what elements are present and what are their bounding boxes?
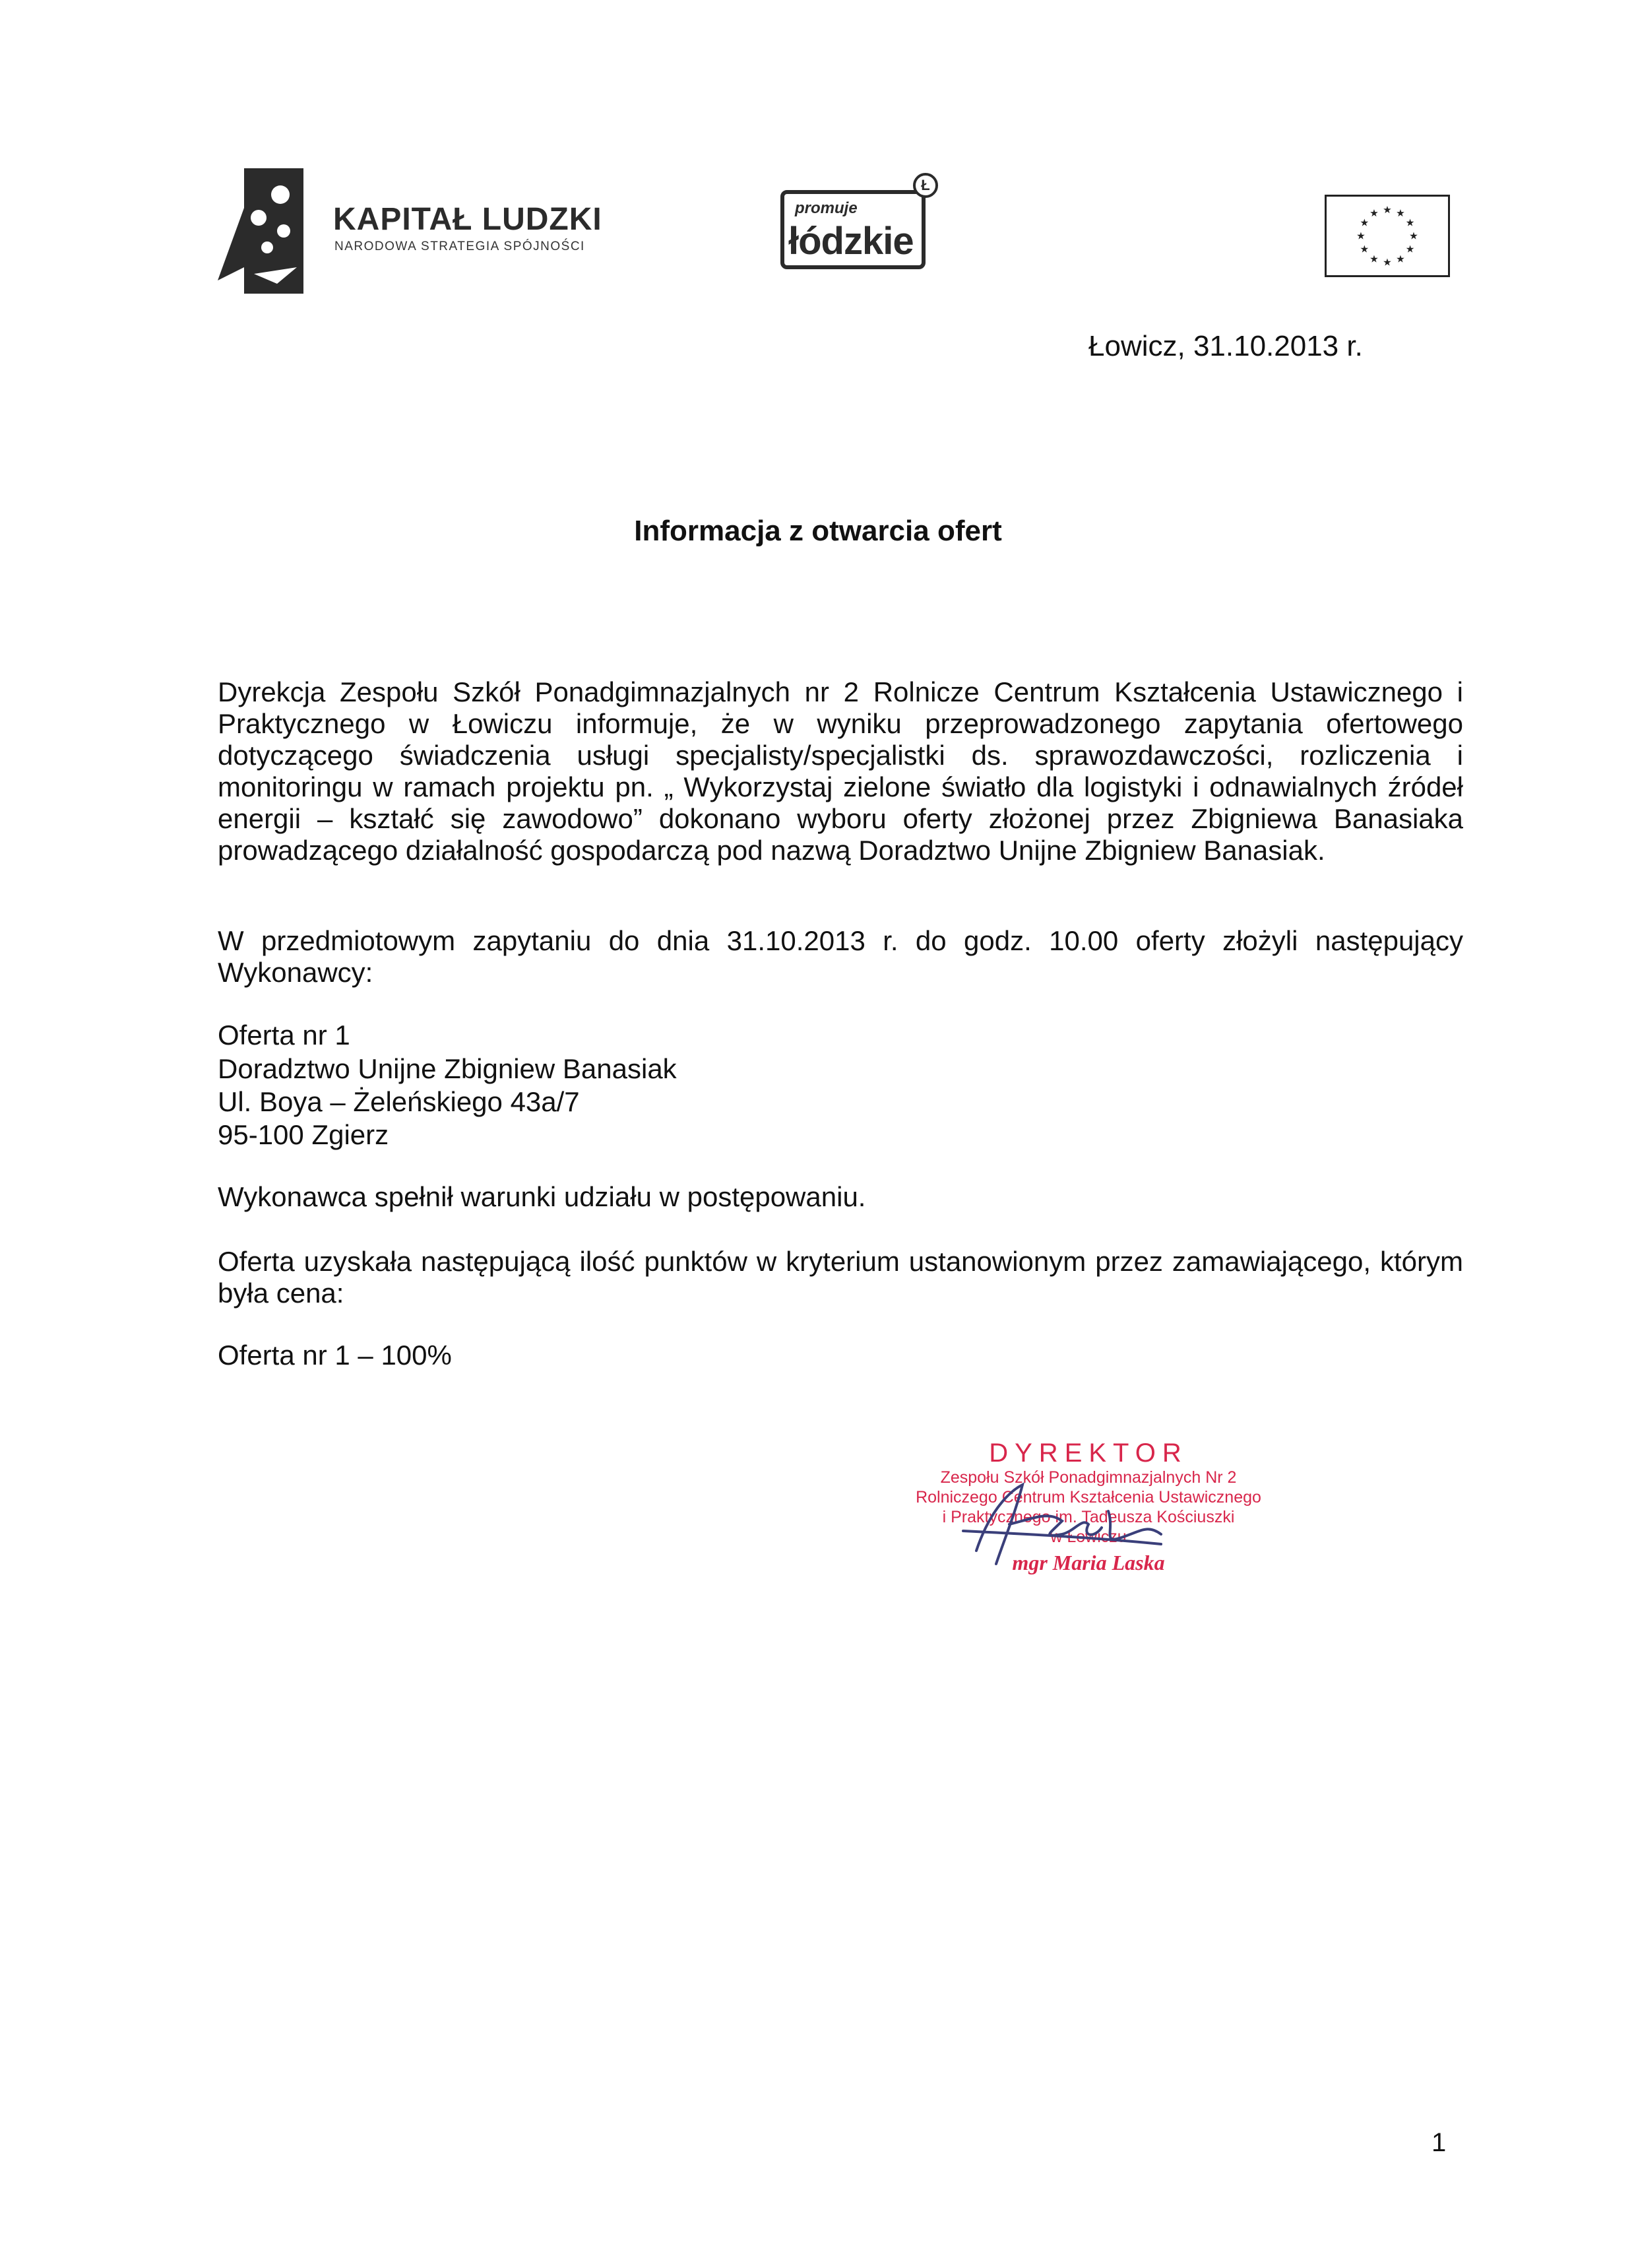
offer-city: 95-100 Zgierz bbox=[218, 1119, 389, 1150]
document-title: Informacja z otwarcia ofert bbox=[634, 515, 1002, 547]
offer-company: Doradztwo Unijne Zbigniew Banasiak bbox=[218, 1053, 677, 1084]
lodzkie-name: łódzkie bbox=[788, 220, 914, 263]
eu-star-icon: ★ bbox=[1369, 253, 1379, 265]
stamp-line-4: w Łowiczu bbox=[1050, 1528, 1127, 1546]
eu-star-icon: ★ bbox=[1356, 230, 1366, 242]
eu-star-icon: ★ bbox=[1360, 243, 1369, 255]
paragraph-scoring: Oferta uzyskała następującą ilość punktów w kryterium ustanowionym przez zamawiającego, którym była cena: bbox=[218, 1246, 1463, 1309]
eu-star-icon: ★ bbox=[1369, 207, 1379, 220]
eu-star-icon: ★ bbox=[1396, 207, 1405, 220]
document-date: Łowicz, 31.10.2013 r. bbox=[1088, 330, 1363, 362]
stamp-name: mgr Maria Laska bbox=[1012, 1551, 1165, 1574]
page-number: 1 bbox=[1432, 2128, 1447, 2157]
eu-flag-icon bbox=[1325, 195, 1450, 277]
kapital-ludzki-emblem-icon bbox=[218, 168, 303, 294]
stamp-line-2: Rolniczego Centrum Kształcenia Ustawicznego bbox=[916, 1488, 1261, 1507]
stamp-line-1: Zespołu Szkół Ponadgimnazjalnych Nr 2 bbox=[940, 1468, 1237, 1487]
kapital-ludzki-subtitle: NARODOWA STRATEGIA SPÓJNOŚCI bbox=[334, 240, 585, 253]
lodzkie-badge-icon: Ł bbox=[913, 173, 938, 198]
offer-number: Oferta nr 1 bbox=[218, 1020, 350, 1051]
condition-statement: Wykonawca spełnił warunki udziału w postępowaniu. bbox=[218, 1181, 866, 1212]
eu-star-icon: ★ bbox=[1405, 216, 1415, 229]
offer-street: Ul. Boya – Żeleńskiego 43a/7 bbox=[218, 1086, 580, 1117]
paragraph-bidders: W przedmiotowym zapytaniu do dnia 31.10.2013 r. do godz. 10.00 oferty złożyli następujący Wykonawcy: bbox=[218, 925, 1463, 988]
stamp-title: DYREKTOR bbox=[989, 1439, 1188, 1468]
offer-result: Oferta nr 1 – 100% bbox=[218, 1340, 452, 1371]
eu-star-icon: ★ bbox=[1396, 253, 1405, 265]
kapital-ludzki-title: KAPITAŁ LUDZKI bbox=[333, 202, 602, 237]
lodzkie-promuje-label: promuje bbox=[795, 199, 858, 217]
eu-star-icon: ★ bbox=[1360, 216, 1369, 229]
stamp-line-3: i Praktycznego im. Tadeusza Kościuszki bbox=[942, 1508, 1235, 1526]
paragraph-intro: Dyrekcja Zespołu Szkół Ponadgimnazjalnych nr 2 Rolnicze Centrum Kształcenia Ustawicznego i Praktycznego w Łowiczu informuje, że w wyniku przeprowadzonego zapytania ofertowego dotyczącego świadczenia usługi specjalisty/specjalistki ds. sprawozdawczości, rozliczenia i monitoringu w ramach projektu pn. „ Wykorzystaj zielone światło dla logistyki i odnawialnych źródeł energii – kształć się zawodowo” dokonano wyboru oferty złożonej przez Zbigniewa Banasiaka prowadzącego działalność gospodarczą pod nazwą Doradztwo Unijne Zbigniew Banasiak. bbox=[218, 676, 1463, 866]
eu-star-icon: ★ bbox=[1383, 256, 1392, 269]
eu-star-icon: ★ bbox=[1409, 230, 1418, 242]
eu-star-icon: ★ bbox=[1383, 203, 1392, 216]
handwritten-signature-icon bbox=[950, 1472, 1168, 1571]
eu-star-icon: ★ bbox=[1405, 243, 1415, 255]
